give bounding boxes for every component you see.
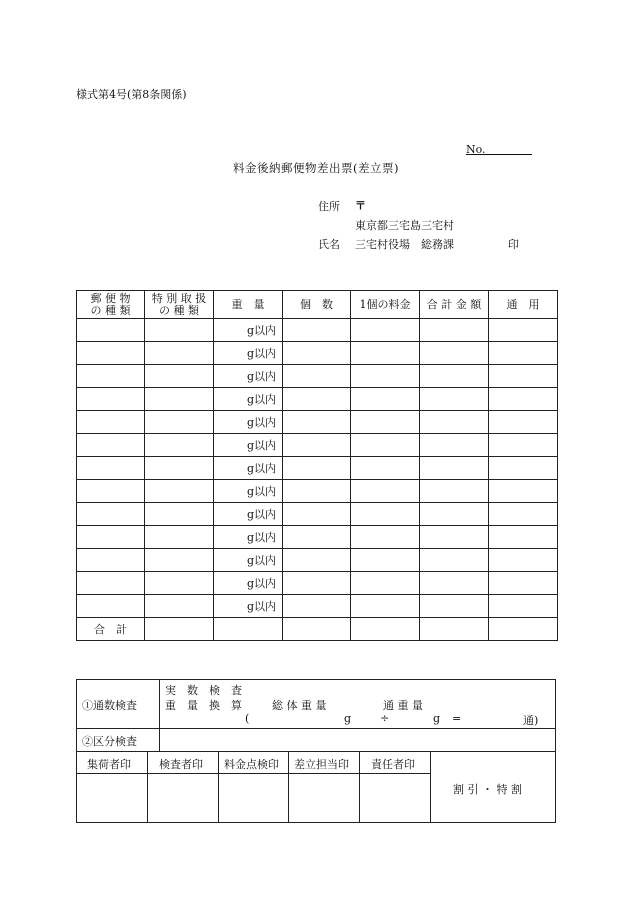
count-cell[interactable] xyxy=(283,388,351,411)
mail-type-cell[interactable] xyxy=(77,457,145,480)
mail-type-cell[interactable] xyxy=(77,319,145,342)
table-row xyxy=(77,595,558,618)
weight-cell[interactable]: g以内 xyxy=(214,411,283,434)
total-cell[interactable] xyxy=(420,457,489,480)
count-cell[interactable] xyxy=(283,503,351,526)
table-row xyxy=(77,572,558,595)
unit-price-cell[interactable] xyxy=(351,572,420,595)
count-cell[interactable] xyxy=(283,434,351,457)
name-label: 氏名 xyxy=(318,238,340,251)
table-header-row xyxy=(77,291,558,319)
total-cell[interactable] xyxy=(420,503,489,526)
total-cell[interactable] xyxy=(420,480,489,503)
notes-cell[interactable] xyxy=(489,526,558,549)
number-label: No. xyxy=(466,143,486,156)
table-row xyxy=(77,549,558,572)
total-cell[interactable] xyxy=(420,434,489,457)
table-row xyxy=(77,526,558,549)
weight-cell[interactable]: g以内 xyxy=(214,526,283,549)
total-row-cell[interactable] xyxy=(489,618,558,641)
mail-type-cell[interactable] xyxy=(77,365,145,388)
total-row-cell[interactable] xyxy=(351,618,420,641)
special-cell[interactable] xyxy=(145,342,214,365)
count-cell[interactable] xyxy=(283,342,351,365)
table-row xyxy=(77,480,558,503)
total-row-cell[interactable] xyxy=(214,618,283,641)
total-cell[interactable] xyxy=(420,388,489,411)
special-cell[interactable] xyxy=(145,549,214,572)
address-value: 東京都三宅島三宅村 xyxy=(355,219,454,232)
table-row xyxy=(77,388,558,411)
unit-price-cell[interactable] xyxy=(351,319,420,342)
formula-equals: = xyxy=(452,712,462,725)
unit-price-cell[interactable] xyxy=(351,365,420,388)
form-id: 様式第4号(第8条関係) xyxy=(76,88,187,101)
special-cell[interactable] xyxy=(145,480,214,503)
stamp-fee-check: 料金点検印 xyxy=(224,758,279,771)
count-cell[interactable] xyxy=(283,365,351,388)
mail-type-cell[interactable] xyxy=(77,411,145,434)
formula-divide: ÷ xyxy=(380,712,390,725)
notes-cell[interactable] xyxy=(489,480,558,503)
header-special-line1: 特 別 取 扱 xyxy=(151,291,207,305)
document-title: 料金後納郵便物差出票(差立票) xyxy=(233,161,399,175)
special-cell[interactable] xyxy=(145,434,214,457)
header-total-amount: 合 計 金 額 xyxy=(420,291,489,319)
count-cell[interactable] xyxy=(283,411,351,434)
notes-cell[interactable] xyxy=(489,388,558,411)
unit-price-cell[interactable] xyxy=(351,342,420,365)
weight-cell[interactable]: g以内 xyxy=(214,342,283,365)
total-cell[interactable] xyxy=(420,595,489,618)
count-cell[interactable] xyxy=(283,595,351,618)
weight-conversion-label: 重 量 換 算 xyxy=(165,699,242,712)
actual-check-label: 実 数 検 査 xyxy=(165,684,242,697)
special-cell[interactable] xyxy=(145,503,214,526)
special-cell[interactable] xyxy=(145,595,214,618)
table-row xyxy=(77,411,558,434)
notes-cell[interactable] xyxy=(489,595,558,618)
notes-cell[interactable] xyxy=(489,342,558,365)
table-row xyxy=(77,319,558,342)
mail-items-table xyxy=(76,290,558,641)
mail-type-cell[interactable] xyxy=(77,572,145,595)
notes-cell[interactable] xyxy=(489,411,558,434)
weight-cell[interactable]: g以内 xyxy=(214,503,283,526)
count-cell[interactable] xyxy=(283,526,351,549)
inspection-box xyxy=(76,679,556,823)
stamp-inspector: 検査者印 xyxy=(159,758,203,771)
total-row-cell[interactable] xyxy=(420,618,489,641)
stamp-responsible: 責任者印 xyxy=(371,758,415,771)
mail-type-cell[interactable] xyxy=(77,526,145,549)
weight-cell[interactable]: g以内 xyxy=(214,319,283,342)
table-row xyxy=(77,434,558,457)
table-row xyxy=(77,457,558,480)
discount-label: 割 引 ・ 特 割 xyxy=(453,783,522,796)
category-check-label: ②区分検査 xyxy=(82,735,137,748)
header-notes: 通 用 xyxy=(489,291,558,319)
table-row xyxy=(77,365,558,388)
special-cell[interactable] xyxy=(145,572,214,595)
weight-cell[interactable]: g以内 xyxy=(214,572,283,595)
notes-cell[interactable] xyxy=(489,365,558,388)
mail-type-cell[interactable] xyxy=(77,342,145,365)
header-weight: 重 量 xyxy=(214,291,283,319)
formula-open: ( xyxy=(245,712,250,725)
header-mail-type-line2: の 種 類 xyxy=(90,303,131,317)
formula-result-unit: 通) xyxy=(523,714,539,727)
name-value: 三宅村役場 総務課 xyxy=(355,238,454,251)
weight-cell[interactable]: g以内 xyxy=(214,434,283,457)
count-cell[interactable] xyxy=(283,457,351,480)
total-weight-label: 総 体 重 量 xyxy=(272,699,327,712)
notes-cell[interactable] xyxy=(489,572,558,595)
weight-cell[interactable]: g以内 xyxy=(214,549,283,572)
total-cell[interactable] xyxy=(420,342,489,365)
total-cell[interactable] xyxy=(420,365,489,388)
count-cell[interactable] xyxy=(283,319,351,342)
seal-mark: 印 xyxy=(508,238,519,251)
total-row-cell[interactable] xyxy=(283,618,351,641)
header-special-line2: の 種 類 xyxy=(159,303,199,317)
notes-cell[interactable] xyxy=(489,457,558,480)
count-cell[interactable] xyxy=(283,480,351,503)
per-weight-label: 通 重 量 xyxy=(383,699,423,712)
total-cell[interactable] xyxy=(420,572,489,595)
weight-cell[interactable]: g以内 xyxy=(214,365,283,388)
weight-cell[interactable]: g以内 xyxy=(214,388,283,411)
total-cell[interactable] xyxy=(420,319,489,342)
formula-unit-g1: g xyxy=(344,712,352,725)
header-special-handling xyxy=(145,291,214,319)
special-cell[interactable] xyxy=(145,526,214,549)
mail-type-cell[interactable] xyxy=(77,388,145,411)
special-cell[interactable] xyxy=(145,365,214,388)
formula-unit-g2: g xyxy=(433,712,441,725)
weight-cell[interactable]: g以内 xyxy=(214,457,283,480)
total-cell[interactable] xyxy=(420,526,489,549)
special-cell[interactable] xyxy=(145,319,214,342)
unit-price-cell[interactable] xyxy=(351,480,420,503)
weight-cell[interactable]: g以内 xyxy=(214,595,283,618)
unit-price-cell[interactable] xyxy=(351,503,420,526)
count-cell[interactable] xyxy=(283,549,351,572)
unit-price-cell[interactable] xyxy=(351,388,420,411)
notes-cell[interactable] xyxy=(489,319,558,342)
header-count: 個 数 xyxy=(283,291,351,319)
postal-mark-icon: 〒 xyxy=(355,199,366,212)
address-label: 住所 xyxy=(318,200,340,213)
notes-cell[interactable] xyxy=(489,549,558,572)
mail-type-cell[interactable] xyxy=(77,480,145,503)
count-check-label: ①通数検査 xyxy=(82,699,137,712)
unit-price-cell[interactable] xyxy=(351,549,420,572)
stamp-dispatch: 差立担当印 xyxy=(294,758,349,771)
count-cell[interactable] xyxy=(283,572,351,595)
table-row xyxy=(77,503,558,526)
special-cell[interactable] xyxy=(145,388,214,411)
mail-type-cell[interactable] xyxy=(77,434,145,457)
notes-cell[interactable] xyxy=(489,503,558,526)
mail-type-cell[interactable] xyxy=(77,549,145,572)
total-cell[interactable] xyxy=(420,411,489,434)
special-cell[interactable] xyxy=(145,457,214,480)
weight-cell[interactable]: g以内 xyxy=(214,480,283,503)
total-row-cell[interactable] xyxy=(145,618,214,641)
unit-price-cell[interactable] xyxy=(351,411,420,434)
table-row xyxy=(77,342,558,365)
table-total-row xyxy=(77,618,558,641)
total-label: 合 計 xyxy=(77,618,145,641)
total-cell[interactable] xyxy=(420,549,489,572)
unit-price-cell[interactable] xyxy=(351,526,420,549)
special-cell[interactable] xyxy=(145,411,214,434)
number-field[interactable] xyxy=(466,154,532,155)
unit-price-cell[interactable] xyxy=(351,457,420,480)
header-mail-type xyxy=(77,291,145,319)
header-unit-price: 1個の料金 xyxy=(351,291,420,319)
stamp-collector: 集荷者印 xyxy=(87,758,131,771)
notes-cell[interactable] xyxy=(489,434,558,457)
unit-price-cell[interactable] xyxy=(351,434,420,457)
unit-price-cell[interactable] xyxy=(351,595,420,618)
mail-type-cell[interactable] xyxy=(77,503,145,526)
mail-type-cell[interactable] xyxy=(77,595,145,618)
header-mail-type-line1: 郵 便 物 xyxy=(90,291,131,305)
